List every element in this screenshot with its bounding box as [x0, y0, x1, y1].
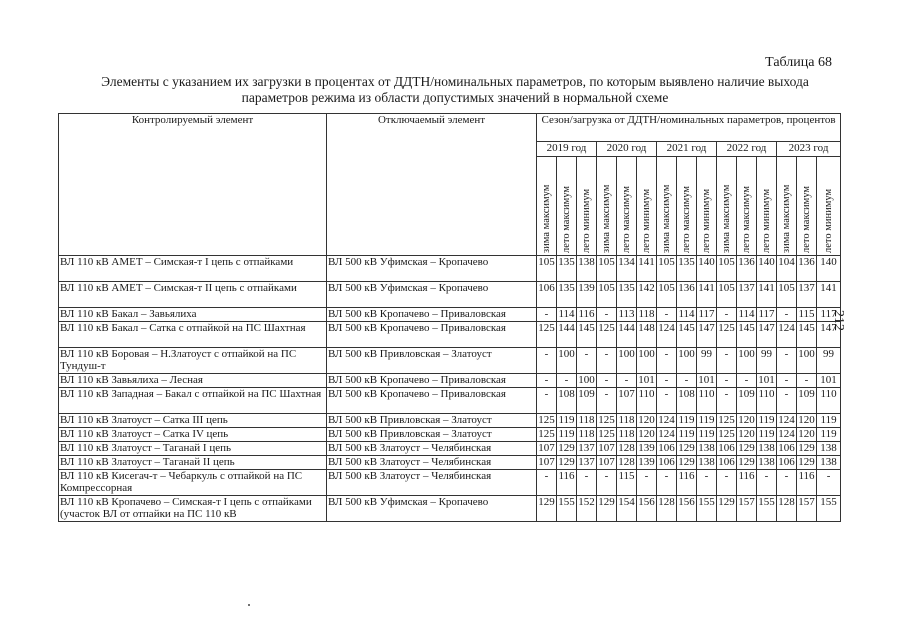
- load-value-cell: 141: [637, 256, 657, 282]
- load-value-cell: 120: [798, 428, 815, 440]
- header-season: лето максимум: [737, 157, 757, 256]
- load-value-cell: 129: [597, 496, 617, 522]
- table-row: [59, 442, 841, 456]
- header-season: лето минимум: [697, 157, 717, 256]
- load-value-cell: 129: [738, 442, 755, 454]
- load-value-cell: 116: [557, 470, 577, 496]
- header-season: лето максимум: [557, 157, 577, 256]
- load-value-cell: 107: [598, 442, 615, 454]
- load-value-cell: 129: [798, 456, 815, 468]
- load-value-cell: 108: [677, 388, 697, 414]
- header-year: 2019 год: [537, 142, 597, 157]
- load-value-cell: 155: [817, 496, 841, 522]
- load-value-cell: 110: [637, 388, 657, 414]
- page-number: 212: [831, 310, 846, 331]
- load-value-cell: 124: [658, 414, 675, 426]
- load-value-cell: 105: [597, 256, 617, 282]
- disconnected-element-cell: ВЛ 500 кВ Привловская – Златоуст: [327, 348, 537, 374]
- load-value-cell: 100: [578, 374, 595, 386]
- load-value-cell: 125: [538, 414, 555, 426]
- load-value-cell: 107: [538, 456, 555, 468]
- header-season-load: Сезон/загрузка от ДДТН/номинальных параметров, процентов: [537, 114, 841, 142]
- load-value-cell: 138: [698, 456, 715, 468]
- load-value-cell: 157: [737, 496, 757, 522]
- header-season: зима максимум: [657, 157, 677, 256]
- overload-table: [58, 113, 841, 522]
- load-value-cell: 140: [757, 256, 777, 282]
- load-value-cell: 118: [578, 428, 595, 440]
- controlled-element-cell: ВЛ 110 кВ АМЕТ – Симская-т I цепь с отпайками: [59, 256, 327, 282]
- load-value-cell: 155: [757, 496, 777, 522]
- load-value-cell: 136: [677, 282, 697, 308]
- load-value-cell: 108: [557, 388, 577, 414]
- load-value-cell: 101: [698, 374, 715, 386]
- header-season: зима максимум: [777, 157, 797, 256]
- load-value-cell: -: [617, 374, 637, 388]
- table-row: [59, 428, 841, 442]
- disconnected-element-cell: ВЛ 500 кВ Кропачево – Приваловская: [327, 322, 537, 348]
- disconnected-element-cell: ВЛ 500 кВ Кропачево – Приваловская: [327, 308, 537, 322]
- table-number-label: Таблица 68: [765, 55, 832, 70]
- load-value-cell: 135: [617, 282, 637, 308]
- load-value-cell: 114: [738, 308, 755, 320]
- controlled-element-cell: ВЛ 110 кВ Кисегач-т – Чебаркуль с отпайкой на ПС Компрессорная: [59, 470, 327, 496]
- header-season: зима максимум: [597, 157, 617, 256]
- load-value-cell: -: [537, 374, 557, 388]
- load-value-cell: 129: [738, 456, 755, 468]
- load-value-cell: -: [777, 470, 797, 496]
- load-value-cell: -: [597, 348, 617, 374]
- load-value-cell: -: [597, 374, 617, 388]
- load-value-cell: 100: [557, 348, 577, 374]
- load-value-cell: -: [657, 308, 677, 322]
- load-value-cell: 100: [797, 348, 817, 374]
- table-row: [59, 496, 841, 522]
- load-value-cell: 106: [778, 442, 795, 454]
- load-value-cell: 107: [598, 456, 615, 468]
- load-value-cell: -: [537, 348, 557, 374]
- load-value-cell: 125: [538, 428, 555, 440]
- load-value-cell: -: [657, 348, 677, 374]
- load-value-cell: 116: [737, 470, 757, 496]
- table-row: [59, 308, 841, 322]
- load-value-cell: -: [677, 374, 697, 388]
- load-value-cell: 104: [777, 256, 797, 282]
- load-value-cell: 118: [638, 308, 655, 320]
- load-value-cell: -: [717, 374, 737, 388]
- load-value-cell: -: [777, 348, 797, 374]
- load-value-cell: 125: [718, 414, 735, 426]
- table-row: [59, 348, 841, 374]
- load-value-cell: -: [597, 308, 617, 322]
- load-value-cell: 118: [618, 414, 635, 426]
- controlled-element-cell: ВЛ 110 кВ Завьялиха – Лесная: [59, 374, 327, 388]
- load-value-cell: -: [717, 470, 737, 496]
- load-value-cell: 139: [638, 442, 655, 454]
- load-value-cell: 113: [618, 308, 635, 320]
- load-value-cell: 117: [698, 308, 715, 320]
- controlled-element-cell: ВЛ 110 кВ Боровая – Н.Златоуст с отпайкой на ПС Тундуш-т: [59, 348, 327, 374]
- load-value-cell: -: [657, 388, 677, 414]
- load-value-cell: 109: [577, 388, 597, 414]
- load-value-cell: 129: [798, 442, 815, 454]
- load-value-cell: 136: [797, 256, 817, 282]
- load-value-cell: -: [537, 388, 557, 414]
- load-value-cell: 147: [757, 322, 777, 348]
- table-row: [59, 256, 841, 282]
- load-value-cell: 129: [717, 496, 737, 522]
- table-row: [59, 388, 841, 414]
- load-value-cell: 118: [618, 428, 635, 440]
- load-value-cell: 125: [537, 322, 557, 348]
- load-value-cell: 101: [638, 374, 655, 386]
- load-value-cell: 134: [617, 256, 637, 282]
- disconnected-element-cell: ВЛ 500 кВ Златоуст – Челябинская: [327, 442, 537, 456]
- load-value-cell: -: [537, 308, 557, 322]
- load-value-cell: 101: [758, 374, 775, 386]
- load-value-cell: -: [577, 470, 597, 496]
- load-value-cell: 128: [777, 496, 797, 522]
- load-value-cell: 144: [617, 322, 637, 348]
- header-season: лето минимум: [817, 157, 841, 256]
- load-value-cell: 129: [537, 496, 557, 522]
- load-value-cell: 128: [618, 456, 635, 468]
- load-value-cell: 156: [637, 496, 657, 522]
- load-value-cell: 114: [678, 308, 695, 320]
- load-value-cell: 120: [798, 414, 815, 426]
- controlled-element-cell: ВЛ 110 кВ АМЕТ – Симская-т II цепь с отпайками: [59, 282, 327, 308]
- load-value-cell: 120: [638, 414, 655, 426]
- load-value-cell: 119: [758, 414, 775, 426]
- controlled-element-cell: ВЛ 110 кВ Златоуст – Сатка IV цепь: [59, 428, 327, 442]
- load-value-cell: -: [737, 374, 757, 388]
- load-value-cell: 124: [778, 414, 795, 426]
- load-value-cell: 115: [617, 470, 637, 496]
- load-value-cell: 145: [677, 322, 697, 348]
- load-value-cell: 117: [817, 308, 841, 322]
- load-value-cell: -: [597, 388, 617, 414]
- load-value-cell: 152: [577, 496, 597, 522]
- header-season: зима максимум: [537, 157, 557, 256]
- load-value-cell: 144: [557, 322, 577, 348]
- load-value-cell: 119: [817, 414, 841, 428]
- controlled-element-cell: ВЛ 110 кВ Златоуст – Таганай II цепь: [59, 456, 327, 470]
- load-value-cell: 120: [638, 428, 655, 440]
- load-value-cell: 105: [717, 282, 737, 308]
- load-value-cell: 125: [598, 428, 615, 440]
- load-value-cell: 110: [697, 388, 717, 414]
- load-value-cell: 124: [777, 322, 797, 348]
- load-value-cell: 138: [817, 456, 841, 470]
- load-value-cell: 100: [737, 348, 757, 374]
- load-value-cell: 105: [657, 256, 677, 282]
- header-season: зима максимум: [717, 157, 737, 256]
- load-value-cell: 138: [758, 442, 775, 454]
- load-value-cell: 124: [778, 428, 795, 440]
- load-value-cell: 139: [577, 282, 597, 308]
- load-value-cell: 118: [578, 414, 595, 426]
- load-value-cell: 138: [577, 256, 597, 282]
- table-row: [59, 282, 841, 308]
- load-value-cell: 117: [758, 308, 775, 320]
- load-value-cell: -: [557, 374, 577, 388]
- load-value-cell: -: [777, 308, 797, 322]
- table-row: [59, 470, 841, 496]
- header-season: лето минимум: [637, 157, 657, 256]
- load-value-cell: 135: [557, 256, 577, 282]
- load-value-cell: 148: [637, 322, 657, 348]
- load-value-cell: 135: [677, 256, 697, 282]
- load-value-cell: 139: [638, 456, 655, 468]
- load-value-cell: 116: [677, 470, 697, 496]
- load-value-cell: 155: [557, 496, 577, 522]
- load-value-cell: 156: [677, 496, 697, 522]
- load-value-cell: 124: [657, 322, 677, 348]
- load-value-cell: -: [597, 470, 617, 496]
- load-value-cell: 154: [617, 496, 637, 522]
- load-value-cell: 100: [677, 348, 697, 374]
- load-value-cell: 107: [617, 388, 637, 414]
- load-value-cell: 105: [597, 282, 617, 308]
- load-value-cell: 157: [797, 496, 817, 522]
- load-value-cell: 135: [557, 282, 577, 308]
- load-value-cell: 106: [778, 456, 795, 468]
- load-value-cell: -: [657, 470, 677, 496]
- load-value-cell: 119: [758, 428, 775, 440]
- load-value-cell: 106: [537, 282, 557, 308]
- load-value-cell: -: [797, 374, 817, 388]
- disconnected-element-cell: ВЛ 500 кВ Златоуст – Челябинская: [327, 456, 537, 470]
- load-value-cell: 129: [678, 456, 695, 468]
- load-value-cell: 100: [617, 348, 637, 374]
- load-value-cell: 125: [717, 322, 737, 348]
- load-value-cell: 99: [697, 348, 717, 374]
- header-season: лето максимум: [677, 157, 697, 256]
- header-year: 2023 год: [777, 142, 841, 157]
- load-value-cell: 120: [738, 414, 755, 426]
- load-value-cell: 119: [678, 414, 695, 426]
- header-year: 2021 год: [657, 142, 717, 157]
- load-value-cell: 125: [718, 428, 735, 440]
- load-value-cell: 141: [757, 282, 777, 308]
- load-value-cell: 119: [558, 414, 575, 426]
- controlled-element-cell: ВЛ 110 кВ Златоуст – Таганай I цепь: [59, 442, 327, 456]
- load-value-cell: 120: [738, 428, 755, 440]
- load-value-cell: 138: [817, 442, 841, 456]
- load-value-cell: -: [577, 348, 597, 374]
- load-value-cell: 105: [657, 282, 677, 308]
- load-value-cell: -: [657, 374, 677, 388]
- load-value-cell: 100: [637, 348, 657, 374]
- load-value-cell: 137: [578, 456, 595, 468]
- load-value-cell: 145: [797, 322, 817, 348]
- header-season: лето минимум: [577, 157, 597, 256]
- disconnected-element-cell: ВЛ 500 кВ Привловская – Златоуст: [327, 428, 537, 442]
- disconnected-element-cell: ВЛ 500 кВ Кропачево – Приваловская: [327, 388, 537, 414]
- load-value-cell: 109: [797, 388, 817, 414]
- controlled-element-cell: ВЛ 110 кВ Бакал – Сатка с отпайкой на ПС Шахтная: [59, 322, 327, 348]
- load-value-cell: 119: [698, 414, 715, 426]
- header-year: 2022 год: [717, 142, 777, 157]
- load-value-cell: -: [637, 470, 657, 496]
- load-value-cell: 114: [558, 308, 575, 320]
- load-value-cell: 136: [737, 256, 757, 282]
- load-value-cell: 147: [817, 322, 841, 348]
- controlled-element-cell: ВЛ 110 кВ Кропачево – Симская-т I цепь с отпайками (участок ВЛ от отпайки на ПС 110 кВ: [59, 496, 327, 522]
- load-value-cell: 105: [777, 282, 797, 308]
- load-value-cell: -: [817, 470, 841, 496]
- disconnected-element-cell: ВЛ 500 кВ Уфимская – Кропачево: [327, 256, 537, 282]
- load-value-cell: 137: [578, 442, 595, 454]
- header-season: лето максимум: [617, 157, 637, 256]
- load-value-cell: 145: [577, 322, 597, 348]
- header-season: лето минимум: [757, 157, 777, 256]
- load-value-cell: 106: [718, 456, 735, 468]
- load-value-cell: 116: [797, 470, 817, 496]
- load-value-cell: 119: [698, 428, 715, 440]
- load-value-cell: 129: [678, 442, 695, 454]
- load-value-cell: 106: [658, 456, 675, 468]
- table-row: [59, 374, 841, 388]
- load-value-cell: 116: [578, 308, 595, 320]
- load-value-cell: 119: [817, 428, 841, 442]
- disconnected-element-cell: ВЛ 500 кВ Уфимская – Кропачево: [327, 496, 537, 522]
- load-value-cell: 138: [758, 456, 775, 468]
- load-value-cell: 140: [817, 256, 841, 282]
- load-value-cell: -: [777, 374, 797, 388]
- table-caption: Элементы с указанием их загрузки в процентах от ДДТН/номинальных параметров, по которым выявлено наличие выхода параметров режима из области допустимых значений в нормальной схеме: [101, 74, 809, 105]
- load-value-cell: 129: [558, 442, 575, 454]
- disconnected-element-cell: ВЛ 500 кВ Кропачево – Приваловская: [327, 374, 537, 388]
- load-value-cell: 125: [598, 414, 615, 426]
- load-value-cell: -: [757, 470, 777, 496]
- load-value-cell: -: [777, 388, 797, 414]
- load-value-cell: 129: [558, 456, 575, 468]
- load-value-cell: 119: [678, 428, 695, 440]
- load-value-cell: 101: [817, 374, 841, 388]
- header-year: 2020 год: [597, 142, 657, 157]
- load-value-cell: 137: [797, 282, 817, 308]
- controlled-element-cell: ВЛ 110 кВ Бакал – Завьялиха: [59, 308, 327, 322]
- load-value-cell: -: [697, 470, 717, 496]
- load-value-cell: 147: [697, 322, 717, 348]
- header-controlled-element: Контролируемый элемент: [59, 114, 327, 256]
- load-value-cell: 128: [618, 442, 635, 454]
- load-value-cell: 115: [798, 308, 815, 320]
- load-value-cell: 137: [737, 282, 757, 308]
- controlled-element-cell: ВЛ 110 кВ Западная – Бакал с отпайкой на ПС Шахтная: [59, 388, 327, 414]
- load-value-cell: 142: [637, 282, 657, 308]
- load-value-cell: -: [717, 388, 737, 414]
- load-value-cell: 119: [558, 428, 575, 440]
- table-row: [59, 456, 841, 470]
- load-value-cell: 106: [658, 442, 675, 454]
- load-value-cell: 145: [737, 322, 757, 348]
- load-value-cell: 105: [717, 256, 737, 282]
- load-value-cell: 99: [817, 348, 841, 374]
- table-row: [59, 322, 841, 348]
- load-value-cell: -: [537, 470, 557, 496]
- load-value-cell: 110: [817, 388, 841, 414]
- disconnected-element-cell: ВЛ 500 кВ Привловская – Златоуст: [327, 414, 537, 428]
- load-value-cell: 140: [697, 256, 717, 282]
- load-value-cell: 124: [658, 428, 675, 440]
- disconnected-element-cell: ВЛ 500 кВ Уфимская – Кропачево: [327, 282, 537, 308]
- load-value-cell: 141: [817, 282, 841, 308]
- controlled-element-cell: ВЛ 110 кВ Златоуст – Сатка III цепь: [59, 414, 327, 428]
- header-season: лето максимум: [797, 157, 817, 256]
- load-value-cell: 155: [697, 496, 717, 522]
- load-value-cell: 109: [737, 388, 757, 414]
- table-row: [59, 414, 841, 428]
- load-value-cell: 110: [757, 388, 777, 414]
- scan-speck: [248, 604, 250, 606]
- header-disconnected-element: Отключаемый элемент: [327, 114, 537, 256]
- load-value-cell: 105: [537, 256, 557, 282]
- load-value-cell: 125: [597, 322, 617, 348]
- load-value-cell: 141: [697, 282, 717, 308]
- disconnected-element-cell: ВЛ 500 кВ Златоуст – Челябинская: [327, 470, 537, 496]
- load-value-cell: -: [717, 308, 737, 322]
- load-value-cell: 128: [657, 496, 677, 522]
- load-value-cell: 138: [698, 442, 715, 454]
- load-value-cell: 107: [538, 442, 555, 454]
- load-value-cell: 99: [757, 348, 777, 374]
- load-value-cell: -: [717, 348, 737, 374]
- load-value-cell: 106: [718, 442, 735, 454]
